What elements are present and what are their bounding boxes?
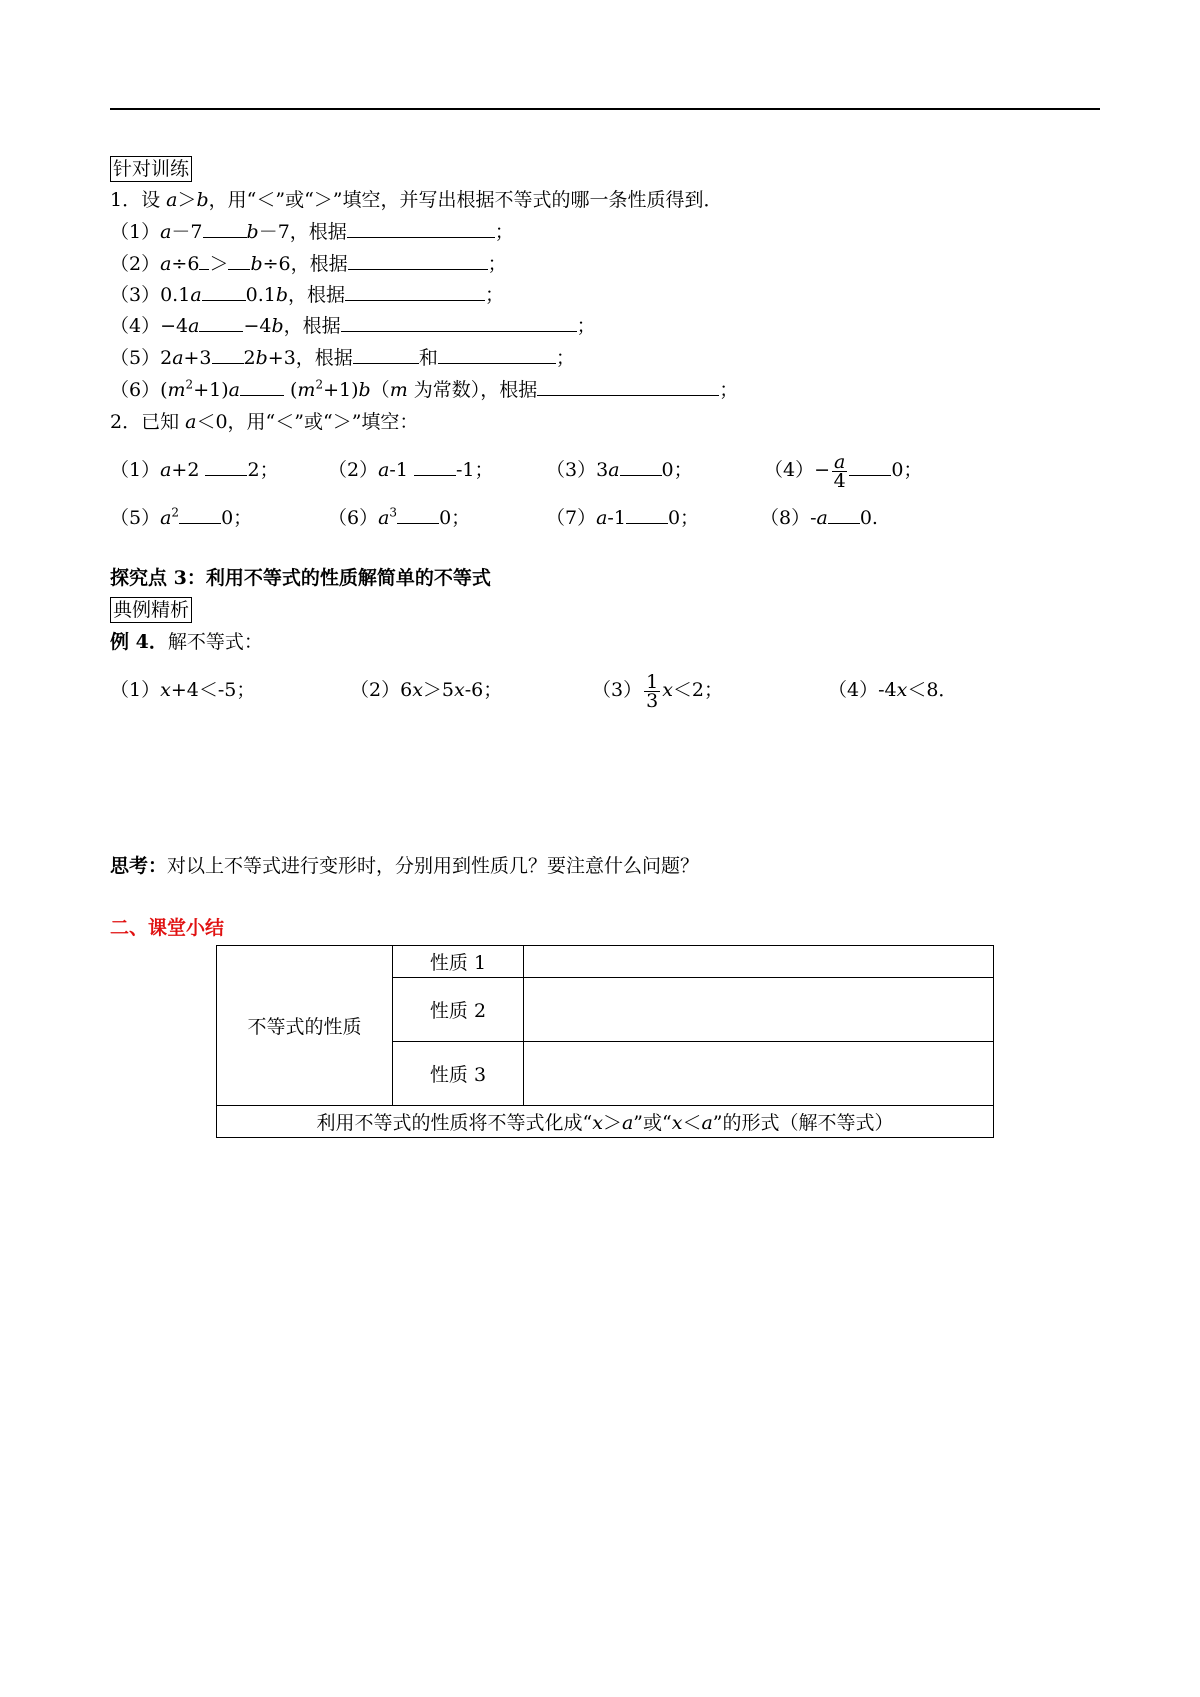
property-1-label: 性质 1 xyxy=(393,946,524,978)
answer-blank[interactable] xyxy=(397,505,439,524)
reason-blank-1[interactable] xyxy=(353,345,419,364)
ex4-item-3: （3） $\frac{1}{3}$ x＜2； xyxy=(592,670,723,712)
example-4: 例 4．解不等式： xyxy=(110,631,263,653)
answer-blank[interactable] xyxy=(849,457,891,476)
question-1-stem: 1．设 a＞b，用“＜”或“＞”填空，并写出根据不等式的哪一条性质得到． xyxy=(110,189,723,211)
ex4-item-2: （2）6x＞5x-6； xyxy=(350,679,503,701)
property-2-answer[interactable] xyxy=(524,978,994,1042)
section-title-training xyxy=(110,156,192,182)
summary-heading: 二、课堂小结 xyxy=(110,917,225,939)
answer-blank[interactable] xyxy=(205,457,247,476)
q2-item-4: （4）− $\frac{a}{4}$ 0； xyxy=(764,450,923,492)
question-2-stem: 2．已知 a＜0，用“＜”或“＞”填空： xyxy=(110,411,419,433)
reason-blank[interactable] xyxy=(347,219,495,238)
answer-blank[interactable] xyxy=(828,505,860,524)
property-2-label: 性质 2 xyxy=(393,978,524,1042)
q1-item-3: （3）0.1a 0.1b，根据 ； xyxy=(110,284,505,306)
answer-blank[interactable] xyxy=(179,505,221,524)
reason-blank[interactable] xyxy=(348,251,488,270)
q1-item-1: （1）a－7 b－7，根据 ； xyxy=(110,221,514,243)
top-rule xyxy=(110,108,1100,110)
answer-blank[interactable] xyxy=(414,457,456,476)
section-3-heading: 探究点 3：利用不等式的性质解简单的不等式 xyxy=(110,567,491,589)
section-3-box xyxy=(110,597,192,623)
property-1-answer[interactable] xyxy=(524,946,994,978)
q1-item-2: （2）a÷6 ＞ b÷6，根据 ； xyxy=(110,253,507,275)
q2-item-5: $(5)a^2$ 0； xyxy=(110,505,253,529)
answer-blank[interactable] xyxy=(202,282,246,301)
answer-blank[interactable] xyxy=(620,457,662,476)
thinking-prompt: 思考：对以上不等式进行变形时，分别用到性质几？要注意什么问题？ xyxy=(110,855,700,877)
answer-blank[interactable] xyxy=(240,377,284,396)
q2-item-8: （8）-a 0. xyxy=(760,507,878,529)
reason-blank-2[interactable] xyxy=(438,345,556,364)
property-3-label: 性质 3 xyxy=(393,1042,524,1106)
reason-blank[interactable] xyxy=(341,313,577,332)
filled-answer: ＞ xyxy=(209,253,229,275)
q2-item-1: （1）a+2 2； xyxy=(110,459,279,481)
fraction: $\frac{1}{3}$ xyxy=(646,670,659,712)
answer-blank[interactable] xyxy=(626,505,668,524)
property-3-answer[interactable] xyxy=(524,1042,994,1106)
training-box-label: 针对训练 xyxy=(110,156,192,182)
q1-item-6: $(6)(m^2+1)a$ $(m^2+1)b(m$ 为常数），根据 ； xyxy=(110,377,739,401)
fraction: $\frac{a}{4}$ xyxy=(833,450,846,492)
reason-blank[interactable] xyxy=(345,282,485,301)
summary-table xyxy=(216,945,994,1138)
summary-footer: 利用不等式的性质将不等式化成“x＞a”或“x＜a”的形式（解不等式） xyxy=(217,1106,994,1138)
answer-blank[interactable] xyxy=(228,251,250,270)
q2-item-6: $(6)a^3$ 0； xyxy=(328,505,471,529)
answer-blank-pre[interactable] xyxy=(199,251,209,270)
q2-item-3: （3）3a 0； xyxy=(546,459,693,481)
ex4-item-1: （1）x+4＜-5； xyxy=(110,679,256,701)
q1-item-4: （4）−4a −4b，根据 ； xyxy=(110,315,596,337)
answer-blank[interactable] xyxy=(199,313,243,332)
answer-blank[interactable] xyxy=(203,219,247,238)
answer-blank[interactable] xyxy=(212,345,244,364)
summary-row-header: 不等式的性质 xyxy=(217,946,393,1106)
ex4-item-4: （4）-4x＜8． xyxy=(828,679,958,701)
reason-blank[interactable] xyxy=(537,377,719,396)
q2-item-2: （2）a-1 -1； xyxy=(328,459,494,481)
example-box-label: 典例精析 xyxy=(110,597,192,623)
q2-item-7: （7）a-1 0； xyxy=(546,507,700,529)
q1-item-5: （5）2a+3 2b+3，根据 和 ； xyxy=(110,347,575,369)
